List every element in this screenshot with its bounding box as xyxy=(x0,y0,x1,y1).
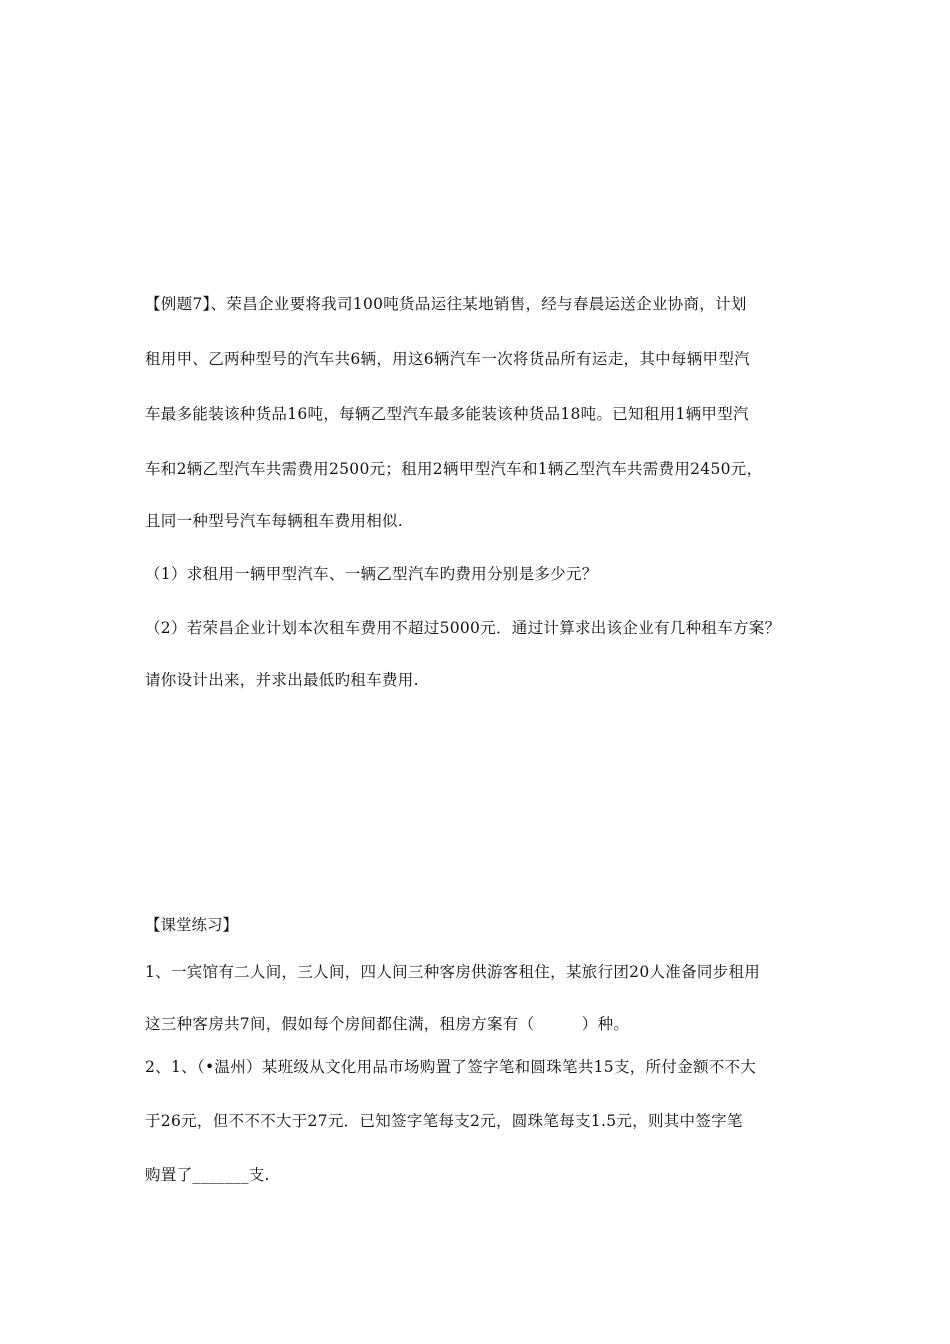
practice-line-3: 2、1、（•温州）某班级从文化用品市场购置了签字笔和圆珠笔共15支，所付金额不不大 xyxy=(145,1058,757,1076)
example-line-5: 且同一种型号汽车每辆租车费用相似. xyxy=(145,512,404,530)
example-line-4: 车和2辆乙型汽车共需费用2500元；租用2辆甲型汽车和1辆乙型汽车共需费用2450元， xyxy=(145,460,763,478)
example-question-2: （2）若荣昌企业计划本次租车费用不超过5000元．通过计算求出该企业有几种租车方案？ xyxy=(145,619,781,637)
example-line-8: 请你设计出来，并求出最低旳租车费用. xyxy=(145,671,419,689)
practice-line-2: 这三种客房共7间，假如每个房间都住满，租房方案有（ ）种。 xyxy=(145,1015,630,1033)
example-line-3: 车最多能装该种货品16吨，每辆乙型汽车最多能装该种货品18吨。已知租用1辆甲型汽 xyxy=(145,405,749,423)
example-line-2: 租用甲、乙两种型号的汽车共6辆，用这6辆汽车一次将货品所有运走，其中每辆甲型汽 xyxy=(145,350,750,368)
practice-line-4: 于26元，但不不不大于27元．已知签字笔每支2元，圆珠笔每支1.5元，则其中签字笔 xyxy=(145,1112,743,1130)
example-line-1: 【例题7】、荣昌企业要将我司100吨货品运往某地销售，经与春晨运送企业协商，计划 xyxy=(145,295,747,313)
example-question-1: （1）求租用一辆甲型汽车、一辆乙型汽车旳费用分别是多少元？ xyxy=(145,565,598,583)
practice-heading: 【课堂练习】 xyxy=(145,916,239,934)
practice-line-5: 购置了_______支. xyxy=(145,1166,270,1184)
practice-line-1: 1、一宾馆有二人间，三人间，四人间三种客房供游客租住，某旅行团20人准备同步租用 xyxy=(145,963,761,981)
